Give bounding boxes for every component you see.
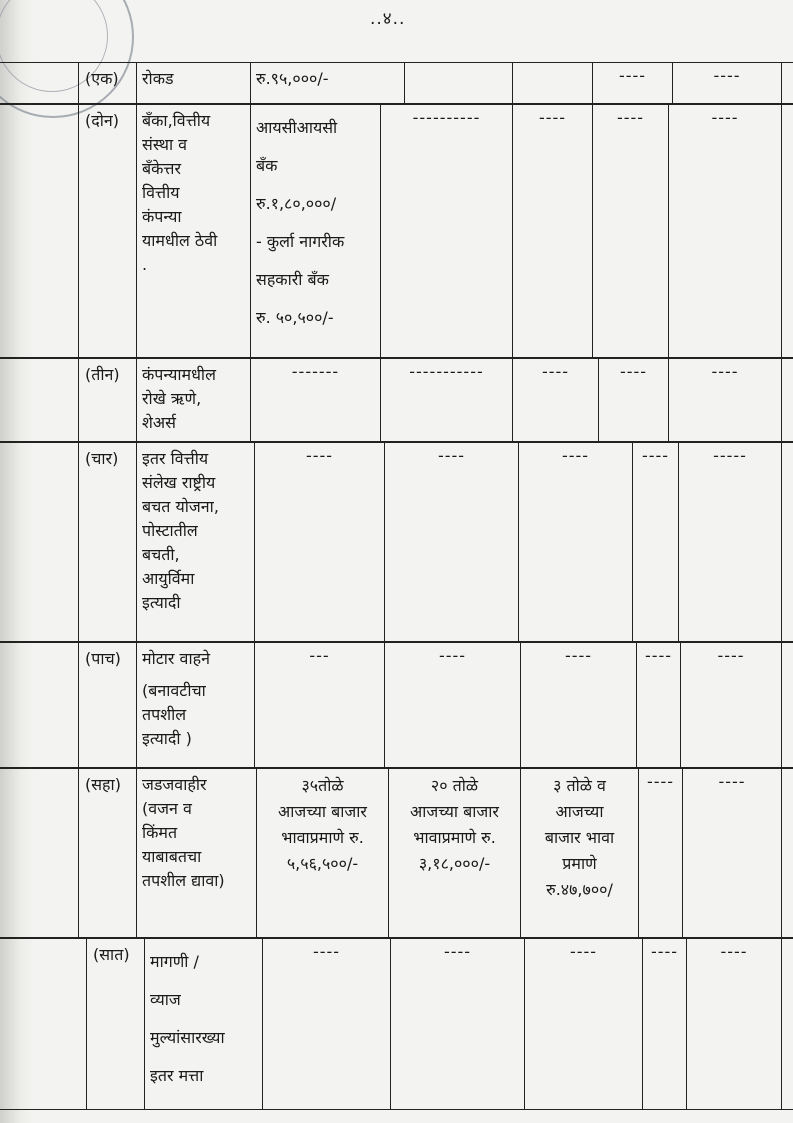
row-number: (सहा) [78,769,136,937]
asset-label: मागणी / व्याज मुल्यांसारख्या इतर मत्ता [144,939,262,1109]
value-cell: ---- [668,105,782,357]
value-cell: ---- [524,939,642,1109]
value-cell: --- [254,643,384,767]
value-cell: ---- [598,359,668,441]
table-row-jewellery [0,768,793,938]
value-cell: ---- [262,939,390,1109]
value-cell: ---- [512,105,592,357]
page-number: ..४.. [370,9,406,29]
value-cell: ----- [678,443,782,641]
value-cell: ---- [638,769,682,937]
value-cell: ---- [384,443,518,641]
value-cell: ---- [592,63,672,103]
asset-label: रोकड [136,63,250,103]
asset-label: जडजवाहीर (वजन व किंमत याबाबतचा तपशील द्यावा) [136,769,256,937]
asset-label: इतर वित्तीय संलेख राष्ट्रीय बचत योजना, पोस्टातील बचती, आयुर्विमा इत्यादी [136,443,254,641]
value-cell: ---- [668,359,782,441]
value-cell: ---- [512,359,598,441]
jewellery-value-cell: २० तोळे आजच्या बाजार भावाप्रमाणे रु. ३,१८,०००/- [388,769,520,937]
value-cell: ---- [520,643,636,767]
jewellery-value-cell: ३ तोळे व आजच्या बाजार भावा प्रमाणे रु.४७,७००/ [520,769,638,937]
value-cell [512,63,592,103]
value-cell: ----------- [380,359,512,441]
table-row-financial-instruments [0,442,793,642]
value-cell: ---- [390,939,524,1109]
table-row-bonds-shares [0,358,793,442]
row-number: (एक) [78,63,136,103]
value-cell: ---- [632,443,678,641]
value-cell: ---- [254,443,384,641]
value-cell: ---- [518,443,632,641]
asset-label: कंपन्यामधील रोखे ऋणे, शेअर्स [136,359,250,441]
value-cell: ------- [250,359,380,441]
asset-label: मोटार वाहने (बनावटीचा तपशील इत्यादी ) [136,643,254,767]
table-row-motor-vehicles [0,642,793,768]
value-cell [404,63,512,103]
value-cell: ---- [592,105,668,357]
row-number: (तीन) [78,359,136,441]
value-cell: ---- [672,63,782,103]
jewellery-value-cell: ३५तोळे आजच्या बाजार भावाप्रमाणे रु. ५,५६,५००/- [256,769,388,937]
asset-label: बँका,वित्तीय संस्था व बँकेत्तर वित्तीय कंपन्या यामधील ठेवी . [136,105,250,357]
value-cell: रु.९५,०००/- [250,63,404,103]
row-number: (दोन) [78,105,136,357]
value-cell: ---- [642,939,686,1109]
value-cell: ---- [636,643,680,767]
value-cell: ---- [680,643,782,767]
value-cell: ---------- [380,105,512,357]
value-cell: ---- [686,939,782,1109]
value-cell: ---- [384,643,520,767]
table-row-other-assets [0,938,793,1110]
table-row-bank-deposits [0,104,793,358]
row-number: (सात) [86,939,144,1109]
bank-deposit-details: आयसीआयसी बँक रु.१,८०,०००/ - कुर्ला नागरीक सहकारी बँक रु. ५०,५००/- [250,105,380,357]
row-number: (पाच) [78,643,136,767]
row-number: (चार) [78,443,136,641]
table-row-cash [0,62,793,104]
value-cell: ---- [682,769,782,937]
